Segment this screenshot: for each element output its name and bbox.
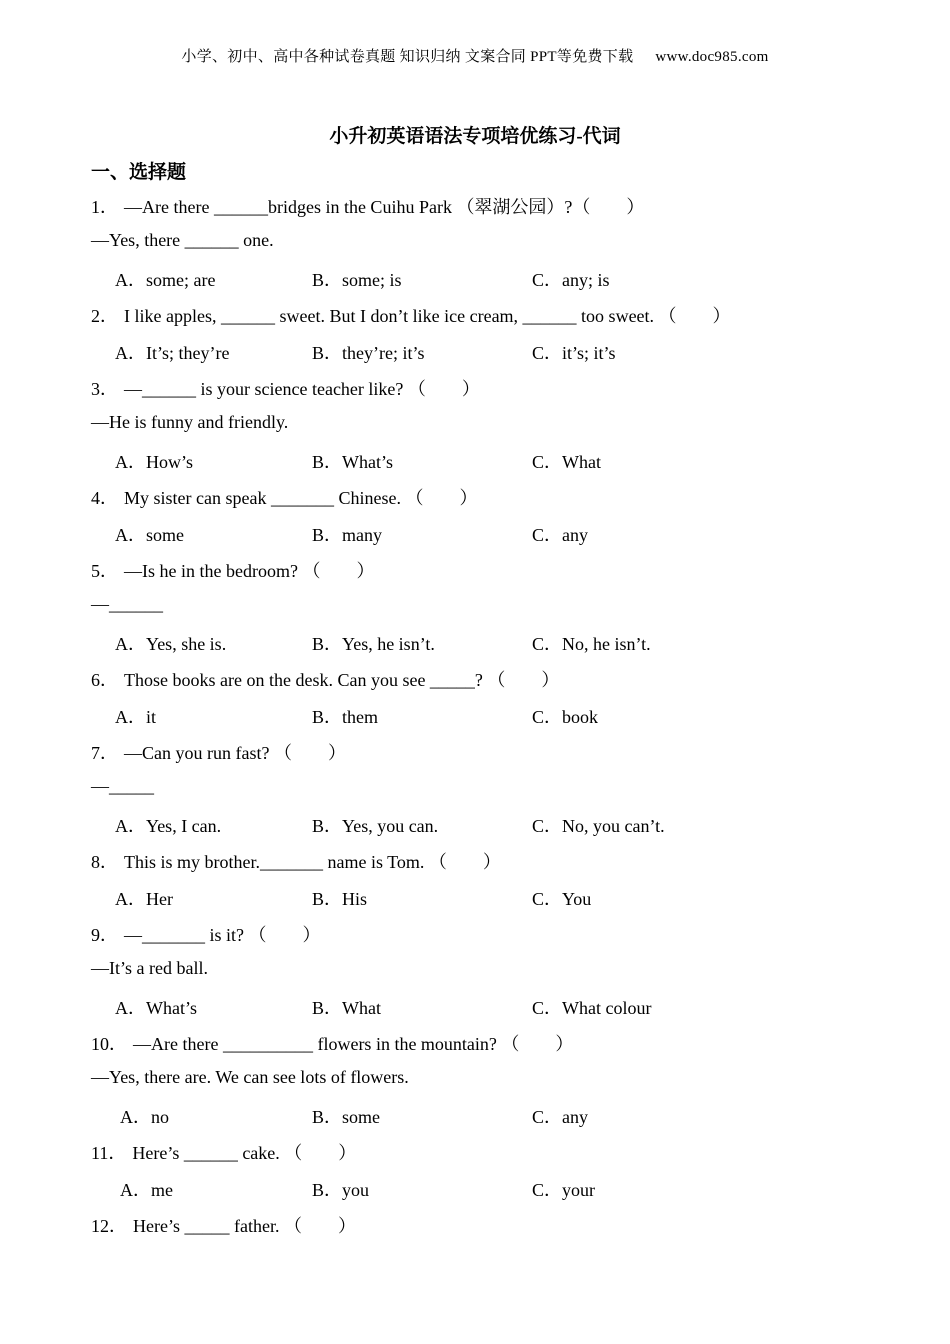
question-number: 7． (91, 743, 118, 763)
question-text: —Yes, there ______ one. (91, 230, 274, 250)
question-text: Here’s ______ cake. （ ） (132, 1143, 357, 1163)
question-stem (91, 666, 559, 692)
answer-option[interactable]: B．many (312, 525, 382, 545)
question-text: —It’s a red ball. (91, 958, 208, 978)
question-text: Those books are on the desk. Can you see _____? （ ） (124, 670, 560, 690)
answer-option[interactable]: B．you (312, 1180, 370, 1200)
answer-option[interactable]: A．Her (115, 889, 173, 909)
answer-option[interactable]: B．What’s (312, 452, 393, 472)
section-heading: 一、选择题 (91, 162, 187, 183)
answer-option[interactable]: C．it’s; it’s (532, 343, 616, 363)
answer-option[interactable]: A．How’s (115, 452, 194, 472)
answer-option[interactable]: C．What colour (532, 998, 652, 1018)
answer-option[interactable]: B．they’re; it’s (312, 343, 425, 363)
question-text: —_____ (91, 776, 154, 796)
question-text: —______ is your science teacher like? （ ） (124, 379, 480, 399)
question-stem (91, 1030, 573, 1056)
question-number: 4． (91, 488, 118, 508)
question-text: Here’s _____ father. （ ） (133, 1216, 356, 1236)
answer-option[interactable]: A．It’s; they’re (115, 343, 230, 363)
answer-option[interactable]: B．some (312, 1107, 381, 1127)
answer-option[interactable]: B．His (312, 889, 368, 909)
question-stem (91, 375, 480, 401)
question-number: 2． (91, 306, 118, 326)
answer-option[interactable]: A．me (120, 1180, 173, 1200)
answer-option[interactable]: B．some; is (312, 270, 402, 290)
answer-option[interactable]: C．any (532, 525, 588, 545)
question-number: 12． (91, 1216, 127, 1236)
question-text: —Yes, there are. We can see lots of flowers. (91, 1067, 409, 1087)
answer-option[interactable]: A．What’s (115, 998, 197, 1018)
answer-option[interactable]: A．Yes, she is. (115, 634, 227, 654)
question-stem (91, 557, 374, 583)
question-response (91, 230, 274, 251)
question-number: 10． (91, 1034, 127, 1054)
question-number: 8． (91, 852, 118, 872)
question-response (91, 1067, 409, 1088)
answer-option[interactable]: A．Yes, I can. (115, 816, 222, 836)
question-number: 1． (91, 197, 118, 217)
answer-option[interactable]: B．What (312, 998, 381, 1018)
question-number: 3． (91, 379, 118, 399)
answer-option[interactable]: B．Yes, he isn’t. (312, 634, 435, 654)
answer-option[interactable]: C．your (532, 1180, 595, 1200)
question-response (91, 776, 154, 797)
answer-option[interactable]: C．any; is (532, 270, 610, 290)
question-stem (91, 848, 501, 874)
answer-option[interactable]: C．No, you can’t. (532, 816, 665, 836)
question-text: —______ (91, 594, 163, 614)
question-text: —Are there __________ flowers in the mountain? （ ） (133, 1034, 574, 1054)
question-stem (91, 484, 477, 510)
question-text: I like apples, ______ sweet. But I don’t like ice cream, ______ too sweet. （ ） (124, 306, 731, 326)
question-number: 9． (91, 925, 118, 945)
question-stem (91, 921, 321, 947)
question-stem (91, 193, 644, 219)
header-site: www.doc985.com (655, 49, 769, 65)
answer-option[interactable]: A．no (120, 1107, 169, 1127)
question-stem (91, 1139, 356, 1165)
answer-option[interactable]: A．some; are (115, 270, 216, 290)
answer-option[interactable]: C．What (532, 452, 601, 472)
answer-option[interactable]: B．Yes, you can. (312, 816, 439, 836)
question-number: 6． (91, 670, 118, 690)
question-stem (91, 1212, 356, 1238)
answer-option[interactable]: C．any (532, 1107, 588, 1127)
answer-option[interactable]: C．You (532, 889, 592, 909)
question-text: —_______ is it? （ ） (124, 925, 321, 945)
question-text: —Is he in the bedroom? （ ） (124, 561, 375, 581)
answer-option[interactable]: C．No, he isn’t. (532, 634, 651, 654)
answer-option[interactable]: C．book (532, 707, 599, 727)
page-header (0, 45, 950, 66)
question-number: 5． (91, 561, 118, 581)
question-text: —Are there ______bridges in the Cuihu Park （翠湖公园）?（ ） (124, 197, 645, 217)
question-response (91, 594, 163, 615)
question-stem (91, 302, 731, 328)
question-response (91, 958, 208, 979)
question-text: This is my brother._______ name is Tom. （ ） (124, 852, 501, 872)
header-text: 小学、初中、高中各种试卷真题 知识归纳 文案合同 PPT等免费下载 (181, 49, 634, 65)
answer-option[interactable]: A．it (115, 707, 157, 727)
question-stem (91, 739, 346, 765)
question-response (91, 412, 288, 433)
answer-option[interactable]: A．some (115, 525, 184, 545)
answer-option[interactable]: B．them (312, 707, 378, 727)
question-text: My sister can speak _______ Chinese. （ ） (124, 488, 478, 508)
question-text: —Can you run fast? （ ） (124, 743, 346, 763)
question-text: —He is funny and friendly. (91, 412, 289, 432)
page-title: 小升初英语语法专项培优练习-代词 (329, 126, 621, 147)
question-number: 11． (91, 1143, 127, 1163)
